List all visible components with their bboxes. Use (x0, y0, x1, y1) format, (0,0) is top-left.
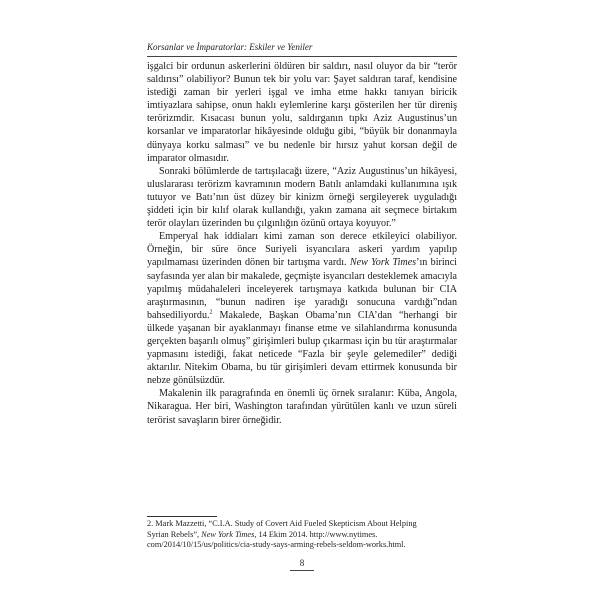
running-header: Korsanlar ve İmparatorlar: Eskiler ve Yeniler (147, 42, 457, 57)
footnote-line-2 (147, 530, 457, 541)
paragraph-4: Makalenin ilk paragrafında en önemli üç örnek sıralanır: Küba, Angola, Nikaragua. Her biri, Washington tarafından yürütülen kanlı ve uzun süreli terörist savaşların birer örneğidir. (147, 388, 457, 426)
paragraph-1: işgalci bir ordunun askerlerini öldüren bir saldırı, nasıl oluyor da bir “terör saldırısı” olabiliyor? Bunun tek bir yolu var: Şayet saldıran taraf, kendisine istediği zaman bir yerleri işgal ve imha etme hakkı tanıyan biricik imtiyazlara sahipse, onun haklı eylemlerine karşı gösterilen her tür direniş terörizmdir. Kısacası bunun yolu, saldırganın tıpkı Aziz Augustinus’un korsanlar ve imparatorlar hikâyesinde olduğu gibi, “büyük bir donanmayla dünyaya korku salması” ve bu nedenle bir hırsız yahut korsan değil de imparator olmasıdır. (147, 61, 457, 164)
footnote-newspaper-title: New York Times (201, 529, 255, 539)
paragraph-3 (147, 230, 457, 387)
footnote (147, 519, 457, 551)
paragraph-2: Sonraki bölümlerde de tartışılacağı üzere, “Aziz Augustinus’un hikâyesi, uluslararası terörizm kavramının modern Batılı anlamdaki kullanımına ışık tutuyor ve Batı’nın üst düzey bir kinizm örneği sergileyerek uyguladığı şiddeti için bir kılıf olarak kullandığı, yakın zamana ait seçmece birtakım terör olayları üzerinden bu çılgınlığın özünü ortaya koyuyor.” (147, 165, 457, 230)
paragraph-3-part-b: ’ın birinci sayfasında yer alan bir makalede, geçmişte isyancıları desteklemek amacıyla yapılmış müdahaleleri inceleyerek tartışmaya katkıda bulunan bir CIA araştırmasının, “bunun nadiren işe yaradığı sonucuna vardığı”ndan bahsediliyordu. (147, 257, 457, 321)
paragraph-3-part-a: Emperyal hak iddiaları kimi zaman son derece etkileyici olabiliyor. Örneğin, bir süre önce Suriyeli isyancılara askeri yardım yapılıp yapılmaması üzerinden dönen bir tartışma vardı. (147, 231, 457, 269)
footnote-line-2-part-b: , 14 Ekim 2014. http://www.nytimes. (254, 529, 378, 539)
footnote-marker[interactable]: 2 (209, 309, 213, 316)
page-number: 8 (290, 558, 314, 571)
footnote-line-2-part-a: Syrian Rebels”, (147, 529, 202, 539)
newspaper-title: New York Times (349, 257, 417, 269)
footnote-url-line: com/2014/10/15/us/politics/cia-study-says-arming-rebels-seldom-works.html. (147, 540, 406, 550)
paragraph-3-part-c: Makalede, Başkan Obama’nın CIA’dan “herhangi bir ülkede yaşanan bir ayaklanmayı finanse etme ve silahlandırma konusunda gerçekten başarılı olmuş” girişimleri bulup çıkarması için bu tür araştırmalar yapmasını istediği, fakat neticede “Fazla bir şeyle gelemediler” dediği aktarılır. Nitekim Obama, bu tür girişimleri devam ettirmek konusunda bir nebze gönülsüzdür. (147, 309, 457, 387)
footnote-line-1: 2. Mark Mazzetti, “C.I.A. Study of Covert Aid Fueled Skepticism About Helping (147, 519, 417, 528)
body-text (147, 60, 457, 427)
footnote-divider (147, 516, 217, 517)
